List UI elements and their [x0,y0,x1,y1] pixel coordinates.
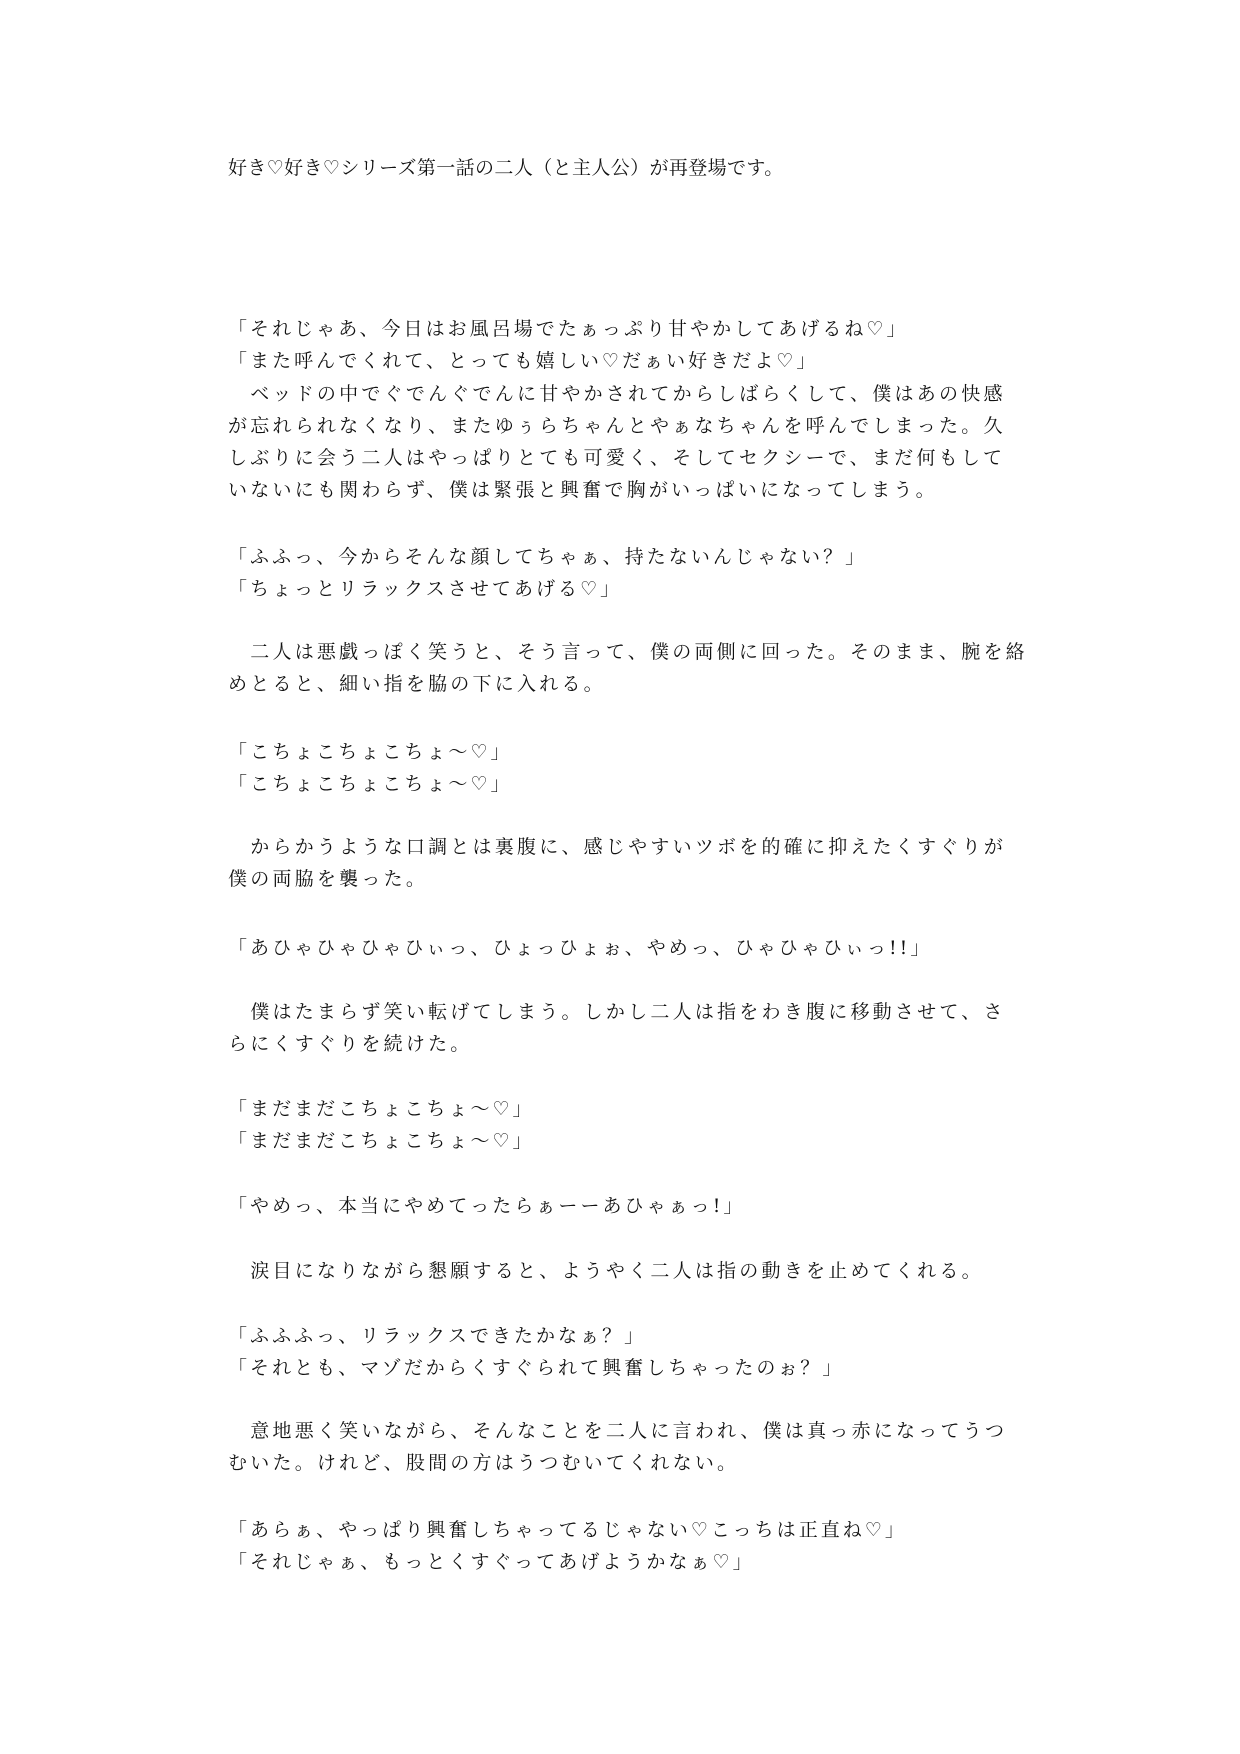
narration-block-4 [228,996,1018,1060]
dialogue-line: 「ふふふっ、リラックスできたかなぁ？」 [228,1325,647,1347]
narration-line: ベッドの中でぐでんぐでんに甘やかされてからしばらくして、僕はあの快感 [228,383,1006,405]
dialogue-line: 「こちょこちょこちょ〜♡」 [228,741,513,763]
narration-block-6 [228,1415,1018,1479]
dialogue-line: 「また呼んでくれて、とっても嬉しい♡だぁい好きだよ♡」 [228,350,819,372]
dialogue-block-5 [228,1093,1018,1157]
dialogue-block-2 [228,541,1018,605]
narration-block-2 [228,636,1028,700]
dialogue-block-4 [228,932,1018,964]
intro-line: 好き♡好き♡シリーズ第一話の二人（と主人公）が再登場です。 [228,157,784,179]
narration-block-1 [228,378,1018,506]
narration-line: 涙目になりながら懇願すると、ようやく二人は指の動きを止めてくれる。 [228,1260,984,1282]
narration-line: 意地悪く笑いながら、そんなことを二人に言われ、僕は真っ赤になってうつ [228,1420,1008,1442]
narration-line: 二人は悪戯っぽく笑うと、そう言って、僕の両側に回った。そのまま、腕を絡 [228,641,1028,663]
narration-line: 僕はたまらず笑い転げてしまう。しかし二人は指をわき腹に移動させて、さ [228,1001,1006,1023]
dialogue-line: 「こちょこちょこちょ〜♡」 [228,773,513,795]
narration-line: しぶりに会う二人はやっぱりとても可愛く、そしてセクシーで、まだ何もして [228,447,1006,469]
dialogue-line: 「やめっ、本当にやめてったらぁーーあひゃぁっ!」 [228,1195,746,1217]
dialogue-line: 「それじゃあ、今日はお風呂場でたぁっぷり甘やかしてあげるね♡」 [228,318,909,340]
narration-block-5 [228,1255,1018,1287]
dialogue-block-8 [228,1514,1018,1578]
dialogue-block-6 [228,1190,1018,1222]
narration-line: からかうような口調とは裏腹に、感じやすいツボを的確に抑えたくすぐりが [228,836,1007,858]
dialogue-line: 「それとも、マゾだからくすぐられて興奮しちゃったのぉ？」 [228,1357,845,1379]
dialogue-block-7 [228,1320,1018,1384]
narration-line: めとると、細い指を脇の下に入れる。 [228,673,606,695]
dialogue-line: 「ふふっ、今からそんな顔してちゃぁ、持たないんじゃない？」 [228,546,868,568]
dialogue-line: 「まだまだこちょこちょ〜♡」 [228,1098,535,1120]
narration-line: が忘れられなくなり、またゆぅらちゃんとやぁなちゃんを呼んでしまった。久 [228,415,1006,437]
dialogue-line: 「あひゃひゃひゃひぃっ、ひょっひょぉ、やめっ、ひゃひゃひぃっ!!」 [228,937,933,959]
narration-block-3 [228,831,1018,895]
narration-line: 僕の両脇を襲った。 [228,868,429,890]
document-page [228,0,1028,1754]
narration-line: むいた。けれど、股間の方はうつむいてくれない。 [228,1452,740,1474]
dialogue-block-1 [228,313,1018,377]
dialogue-line: 「それじゃぁ、もっとくすぐってあげようかなぁ♡」 [228,1551,755,1573]
dialogue-line: 「ちょっとリラックスさせてあげる♡」 [228,578,623,600]
narration-line: らにくすぐりを続けた。 [228,1033,473,1055]
dialogue-block-3 [228,736,1018,800]
narration-line: いないにも関わらず、僕は緊張と興奮で胸がいっぱいになってしまう。 [228,479,938,501]
dialogue-line: 「あらぁ、やっぱり興奮しちゃってるじゃない♡こっちは正直ね♡」 [228,1519,907,1541]
dialogue-line: 「まだまだこちょこちょ〜♡」 [228,1130,535,1152]
